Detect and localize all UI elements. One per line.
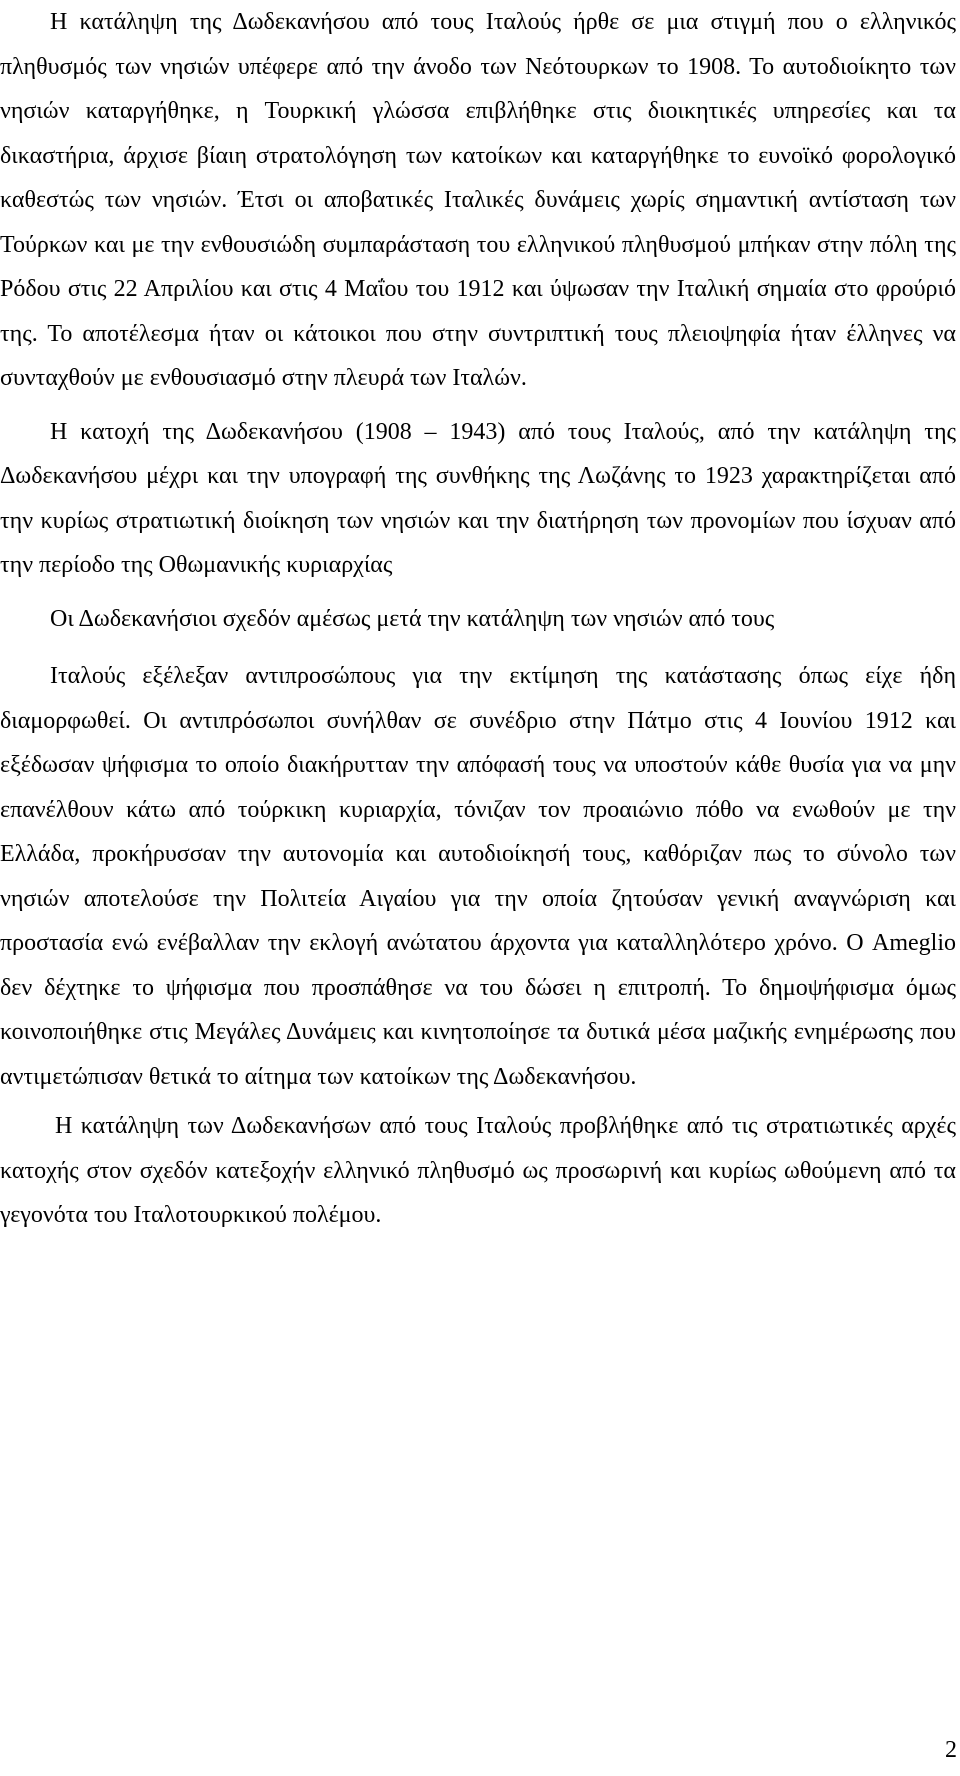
paragraph-temporary-occupation: Η κατάληψη των Δωδεκανήσων από τους Ιταλούς προβλήθηκε από τις στρατιωτικές αρχές κατοχής στον σχεδόν κατεξοχήν ελληνικό πληθυσμό ως προσωρινή και κυρίως ωθούμενη από τα γεγονότα του Ιταλοτουρκικού πολέμου. (0, 1113, 956, 1228)
paragraph-patmos-congress: Ιταλούς εξέλεξαν αντιπροσώπους για την εκτίμηση της κατάστασης όπως είχε ήδη διαμορφωθεί. Οι αντιπρόσωποι συνήλθαν σε συνέδριο στην Πάτμο στις 4 Ιουνίου 1912 και εξέδωσαν ψήφισμα το οποίο διακήρυτταν την απόφασή τους να υποστούν κάθε θυσία για να μην επανέλθουν κάτω από τούρκικη κυριαρχία, τόνιζαν τον προαιώνιο πόθο να ενωθούν με την Ελλάδα, προκήρυσσαν την αυτονομία και αυτοδιοίκησή τους, καθόριζαν πως το σύνολο των νησιών αποτελούσε την Πολιτεία Αιγαίου για την οποία ζητούσαν γενική αναγνώριση και προστασία ενώ ενέβαλλαν την εκλογή ανώτατου άρχοντα για καταλληλότερο χρόνο. Ο Ameglio δεν δέχτηκε το ψήφισμα που προσπάθησε να του δώσει η επιτροπή. Το δημοψήφισμα όμως κοινοποιήθηκε στις Μεγάλες Δυνάμεις και κινητοποίησε τα δυτικά μέσα μαζικής ενημέρωσης που αντιμετώπισαν θετικά το αίτημα των κατοίκων της Δωδεκανήσου. (0, 663, 956, 1090)
paragraph-italian-occupation-context: Η κατάληψη της Δωδεκανήσου από τους Ιταλούς ήρθε σε μια στιγμή που ο ελληνικός πληθυσμός των νησιών υπέφερε από την άνοδο των Νεότουρκων το 1908. Το αυτοδιοίκητο των νησιών καταργήθηκε, η Τουρκική γλώσσα επιβλήθηκε στις διοικητικές υπηρεσίες και τα δικαστήρια, άρχισε βίαιη στρατολόγηση των κατοίκων και καταργήθηκε το ευνοϊκό φορολογικό καθεστώς των νησιών. Έτσι οι αποβατικές Ιταλικές δυνάμεις χωρίς σημαντική αντίσταση των Τούρκων και με την ενθουσιώδη συμπαράσταση του ελληνικού πληθυσμού μπήκαν στην πόλη της Ρόδου στις 22 Απριλίου και στις 4 Μαΐου του 1912 και ύψωσαν την Ιταλική σημαία στο φρούριό της. Το αποτέλεσμα ήταν οι κάτοικοι που στην συντριπτική τους πλειοψηφία ήταν έλληνες να συνταχθούν με ενθουσιασμό στην πλευρά των Ιταλών. (0, 9, 956, 391)
paragraph-dodecanesians-intro: Οι Δωδεκανήσιοι σχεδόν αμέσως μετά την κατάληψη των νησιών από τους (50, 605, 775, 632)
paragraph-occupation-period: Η κατοχή της Δωδεκανήσου (1908 – 1943) από τους Ιταλούς, από την κατάληψη της Δωδεκανήσου μέχρι και την υπογραφή της συνθήκης της Λωζάνης το 1923 χαρακτηρίζεται από την κυρίως στρατιωτική διοίκηση των νησιών και την διατήρηση των προνομίων που ίσχυαν από την περίοδο της Οθωμανικής κυριαρχίας (0, 418, 956, 578)
page-number: 2 (945, 1737, 957, 1763)
